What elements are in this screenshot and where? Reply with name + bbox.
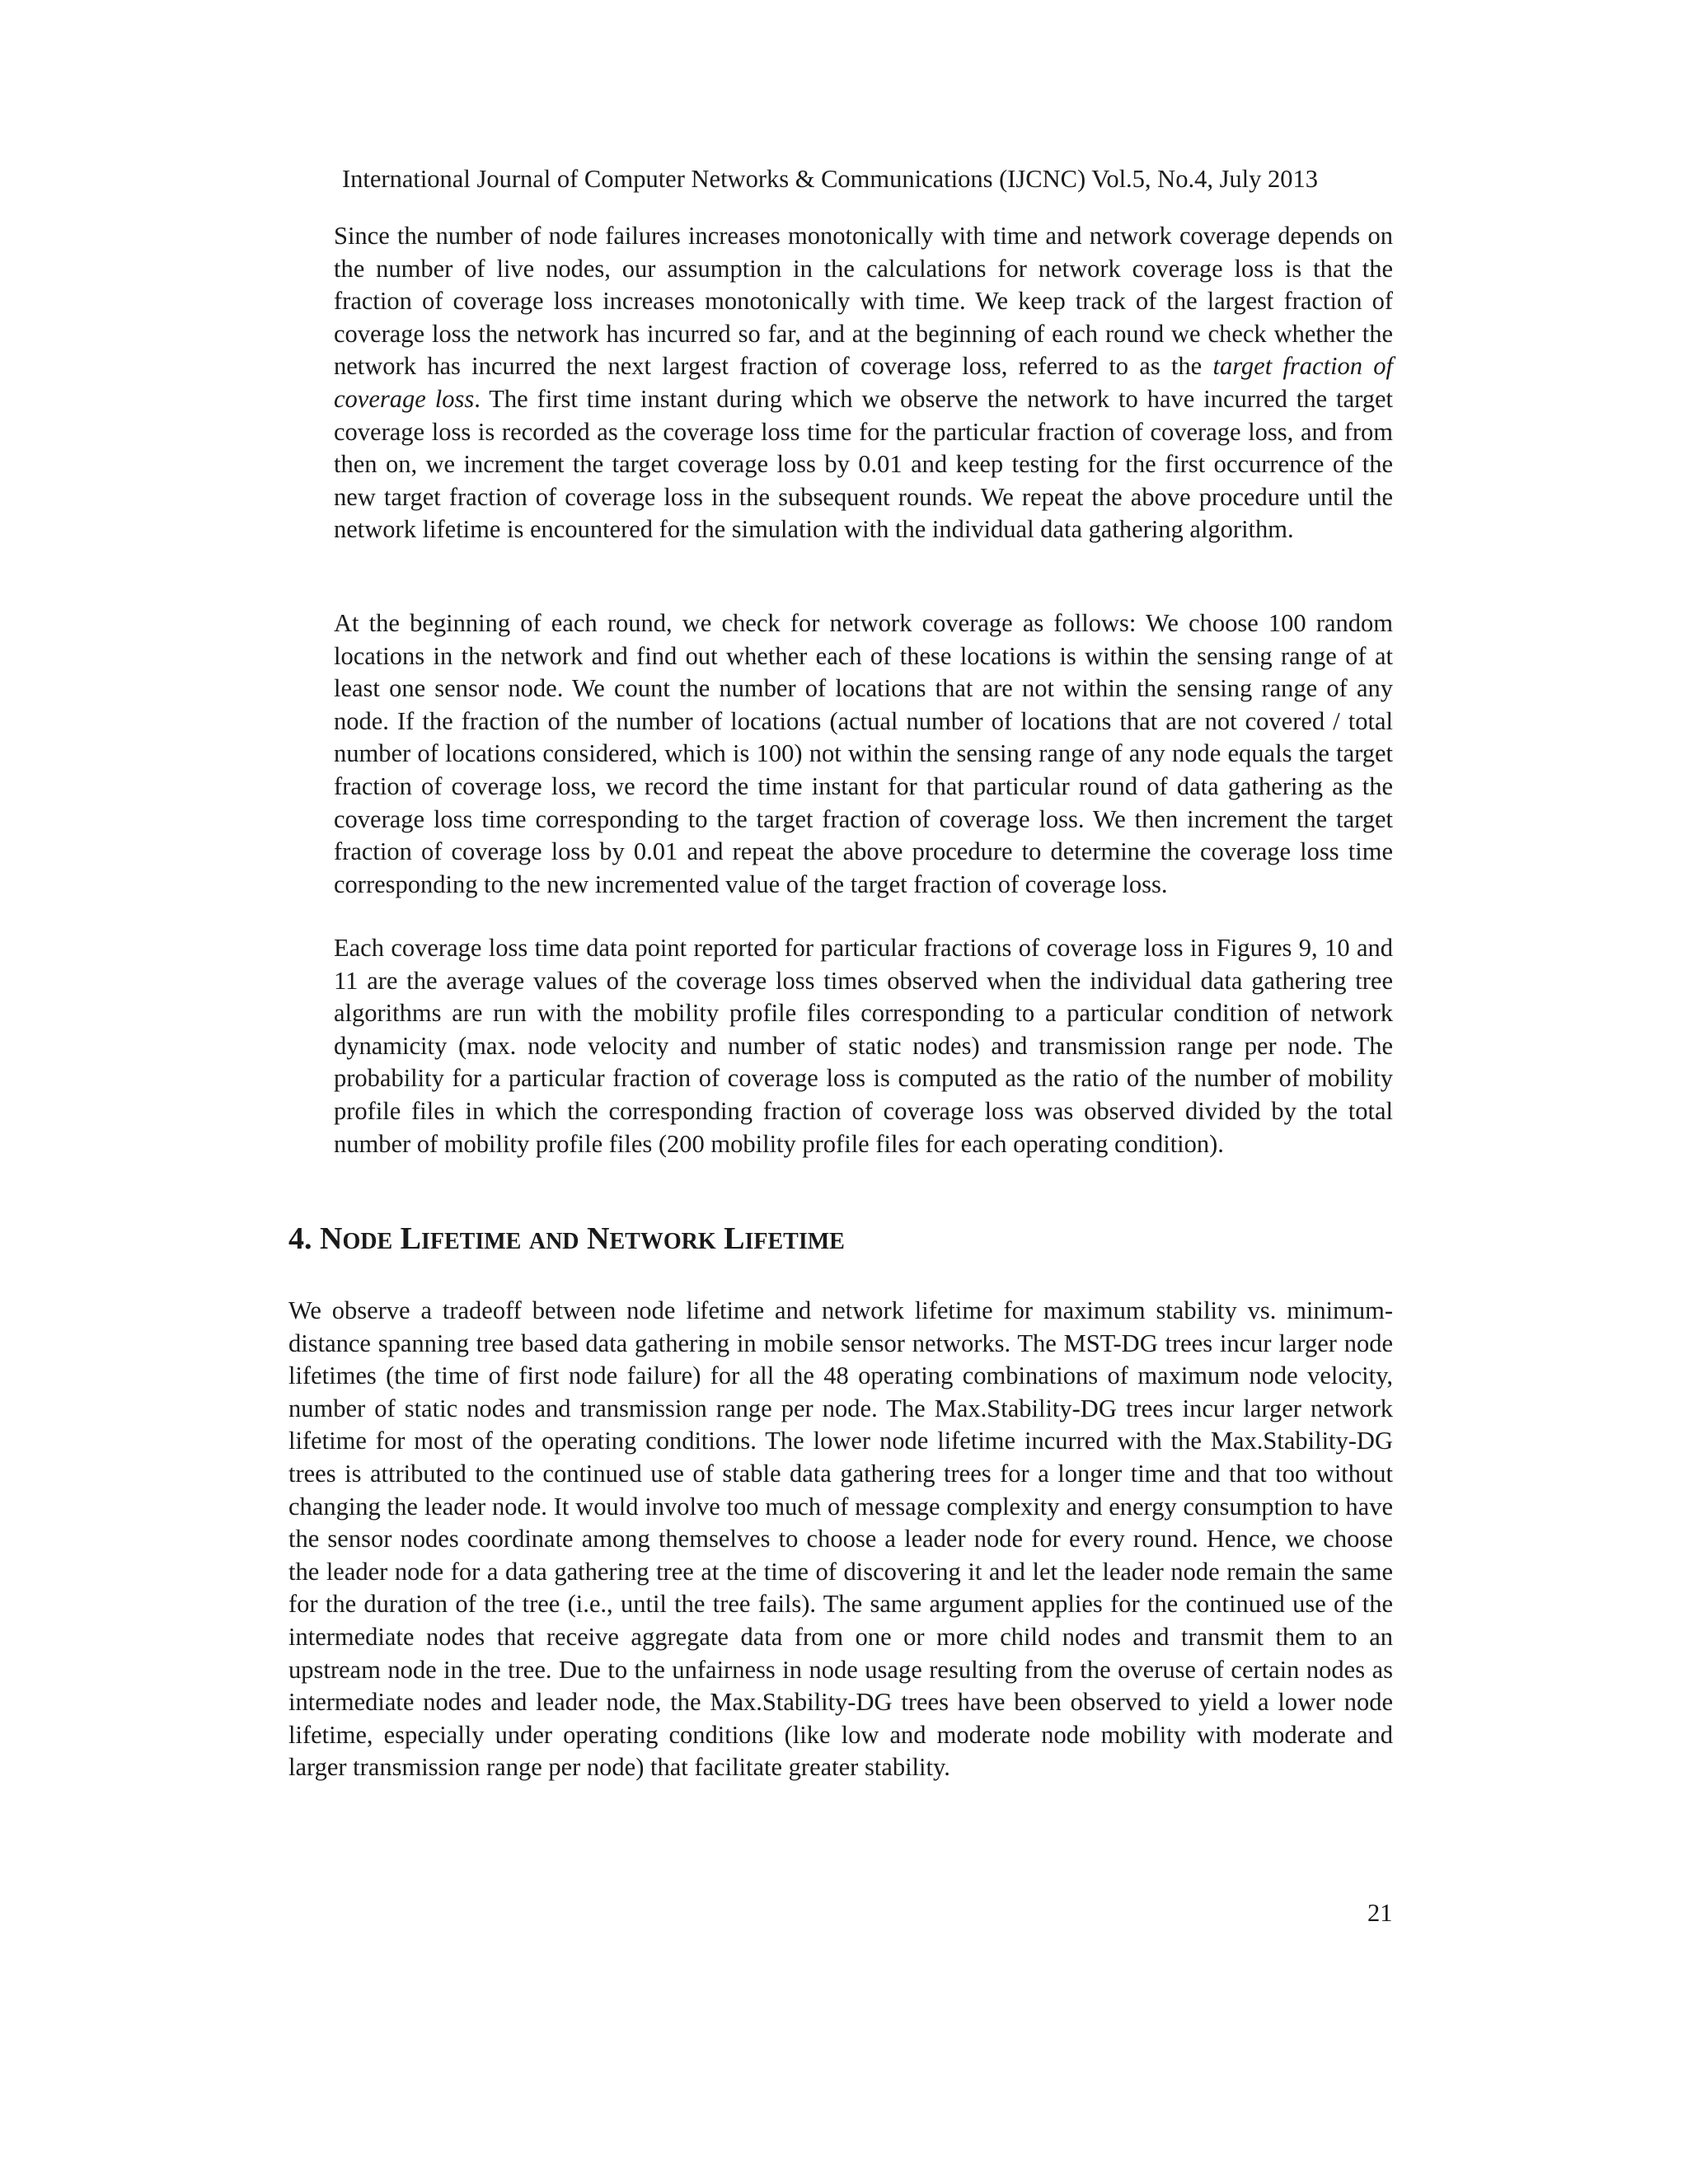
heading-cap: L xyxy=(724,1221,745,1256)
body-paragraph-tradeoff: We observe a tradeoff between node lifetime and network lifetime for maximum stability vs. minimum-distance spanning tree based data gathering in mobile sensor networks. The MST-DG trees incur larger node lifetimes (the time of first node failure) for all the 48 operating combinations of maximum node velocity, number of static nodes and transmission range per node. The Max.Stability-DG trees incur larger network lifetime for most of the operating conditions. The lower node lifetime incurred with the Max.Stability-DG trees is attributed to the continued use of stable data gathering trees for a longer time and that too without changing the leader node. It would involve too much of message complexity and energy consumption to have the sensor nodes coordinate among themselves to choose a leader node for every round. Hence, we choose the leader node for a data gathering tree at the time of discovering it and let the leader node remain the same for the duration of the tree (i.e., until the tree fails). The same argument applies for the continued use of the intermediate nodes that receive aggregate data from one or more child nodes and transmit them to an upstream node in the tree. Due to the unfairness in node usage resulting from the overuse of certain nodes as intermediate nodes and leader node, the Max.Stability-DG trees have been observed to yield a lower node lifetime, especially under operating conditions (like low and moderate node mobility with moderate and larger transmission range per node) that facilitate greater stability. xyxy=(288,1296,1393,1782)
paragraph-text: . The first time instant during which we observe the network to have incurred the target coverage loss is recorded as the coverage loss time for the particular fraction of coverage loss, and from then on, we increment the target coverage loss by 0.01 and keep testing for the first occurrence of the new target fraction of coverage loss in the subsequent rounds. We repeat the above procedure until the network lifetime is encountered for the simulation with the individual data gathering algorithm. xyxy=(334,384,1393,544)
running-header: International Journal of Computer Networks & Communications (IJCNC) Vol.5, No.4, July 2013 xyxy=(342,165,1319,193)
heading-smallcaps: ETWORK xyxy=(609,1229,716,1254)
italic-term-target-fraction: target fraction of coverage loss xyxy=(334,352,1393,413)
page-number: 21 xyxy=(1367,1899,1393,1927)
heading-smallcaps: AND xyxy=(528,1229,579,1254)
heading-cap: N xyxy=(587,1221,610,1256)
heading-smallcaps: ODE xyxy=(342,1229,393,1254)
heading-cap: N xyxy=(320,1221,343,1256)
section-number: 4. xyxy=(288,1221,312,1256)
section-heading-node-lifetime xyxy=(288,1220,845,1261)
body-paragraph-coverage-check: At the beginning of each round, we check for network coverage as follows: We choose 100 random locations in the network and find out whether each of these locations is within the sensing range of at least one sensor node. We count the number of locations that are not within the sensing range of any node. If the fraction of the number of locations (actual number of locations that are not covered / total number of locations considered, which is 100) not within the sensing range of any node equals the target fraction of coverage loss, we record the time instant for that particular round of data gathering as the coverage loss time corresponding to the target fraction of coverage loss. We then increment the target fraction of coverage loss by 0.01 and repeat the above procedure to determine the coverage loss time corresponding to the new incremented value of the target fraction of coverage loss. xyxy=(334,609,1393,898)
heading-smallcaps: IFETIME xyxy=(421,1229,522,1254)
paragraph-text: Since the number of node failures increases monotonically with time and network coverage depends on the number of live nodes, our assumption in the calculations for network coverage loss is that the fraction of coverage loss increases monotonically with time. We keep track of the largest fraction of coverage loss the network has incurred so far, and at the beginning of each round we check whether the network has incurred the next largest fraction of coverage loss, referred to as the xyxy=(334,222,1393,381)
body-paragraph-coverage-loss-tracking xyxy=(334,220,1393,546)
body-paragraph-data-points: Each coverage loss time data point reported for particular fractions of coverage loss in Figures 9, 10 and 11 are the average values of the coverage loss times observed when the individual data gathering tree algorithms are run with the mobility profile files corresponding to a particular condition of network dynamicity (max. node velocity and number of static nodes) and transmission range per node. The probability for a particular fraction of coverage loss is computed as the ratio of the number of mobility profile files in which the corresponding fraction of coverage loss was observed divided by the total number of mobility profile files (200 mobility profile files for each operating condition). xyxy=(334,934,1393,1158)
heading-cap: L xyxy=(400,1221,421,1256)
heading-smallcaps: IFETIME xyxy=(744,1229,845,1254)
